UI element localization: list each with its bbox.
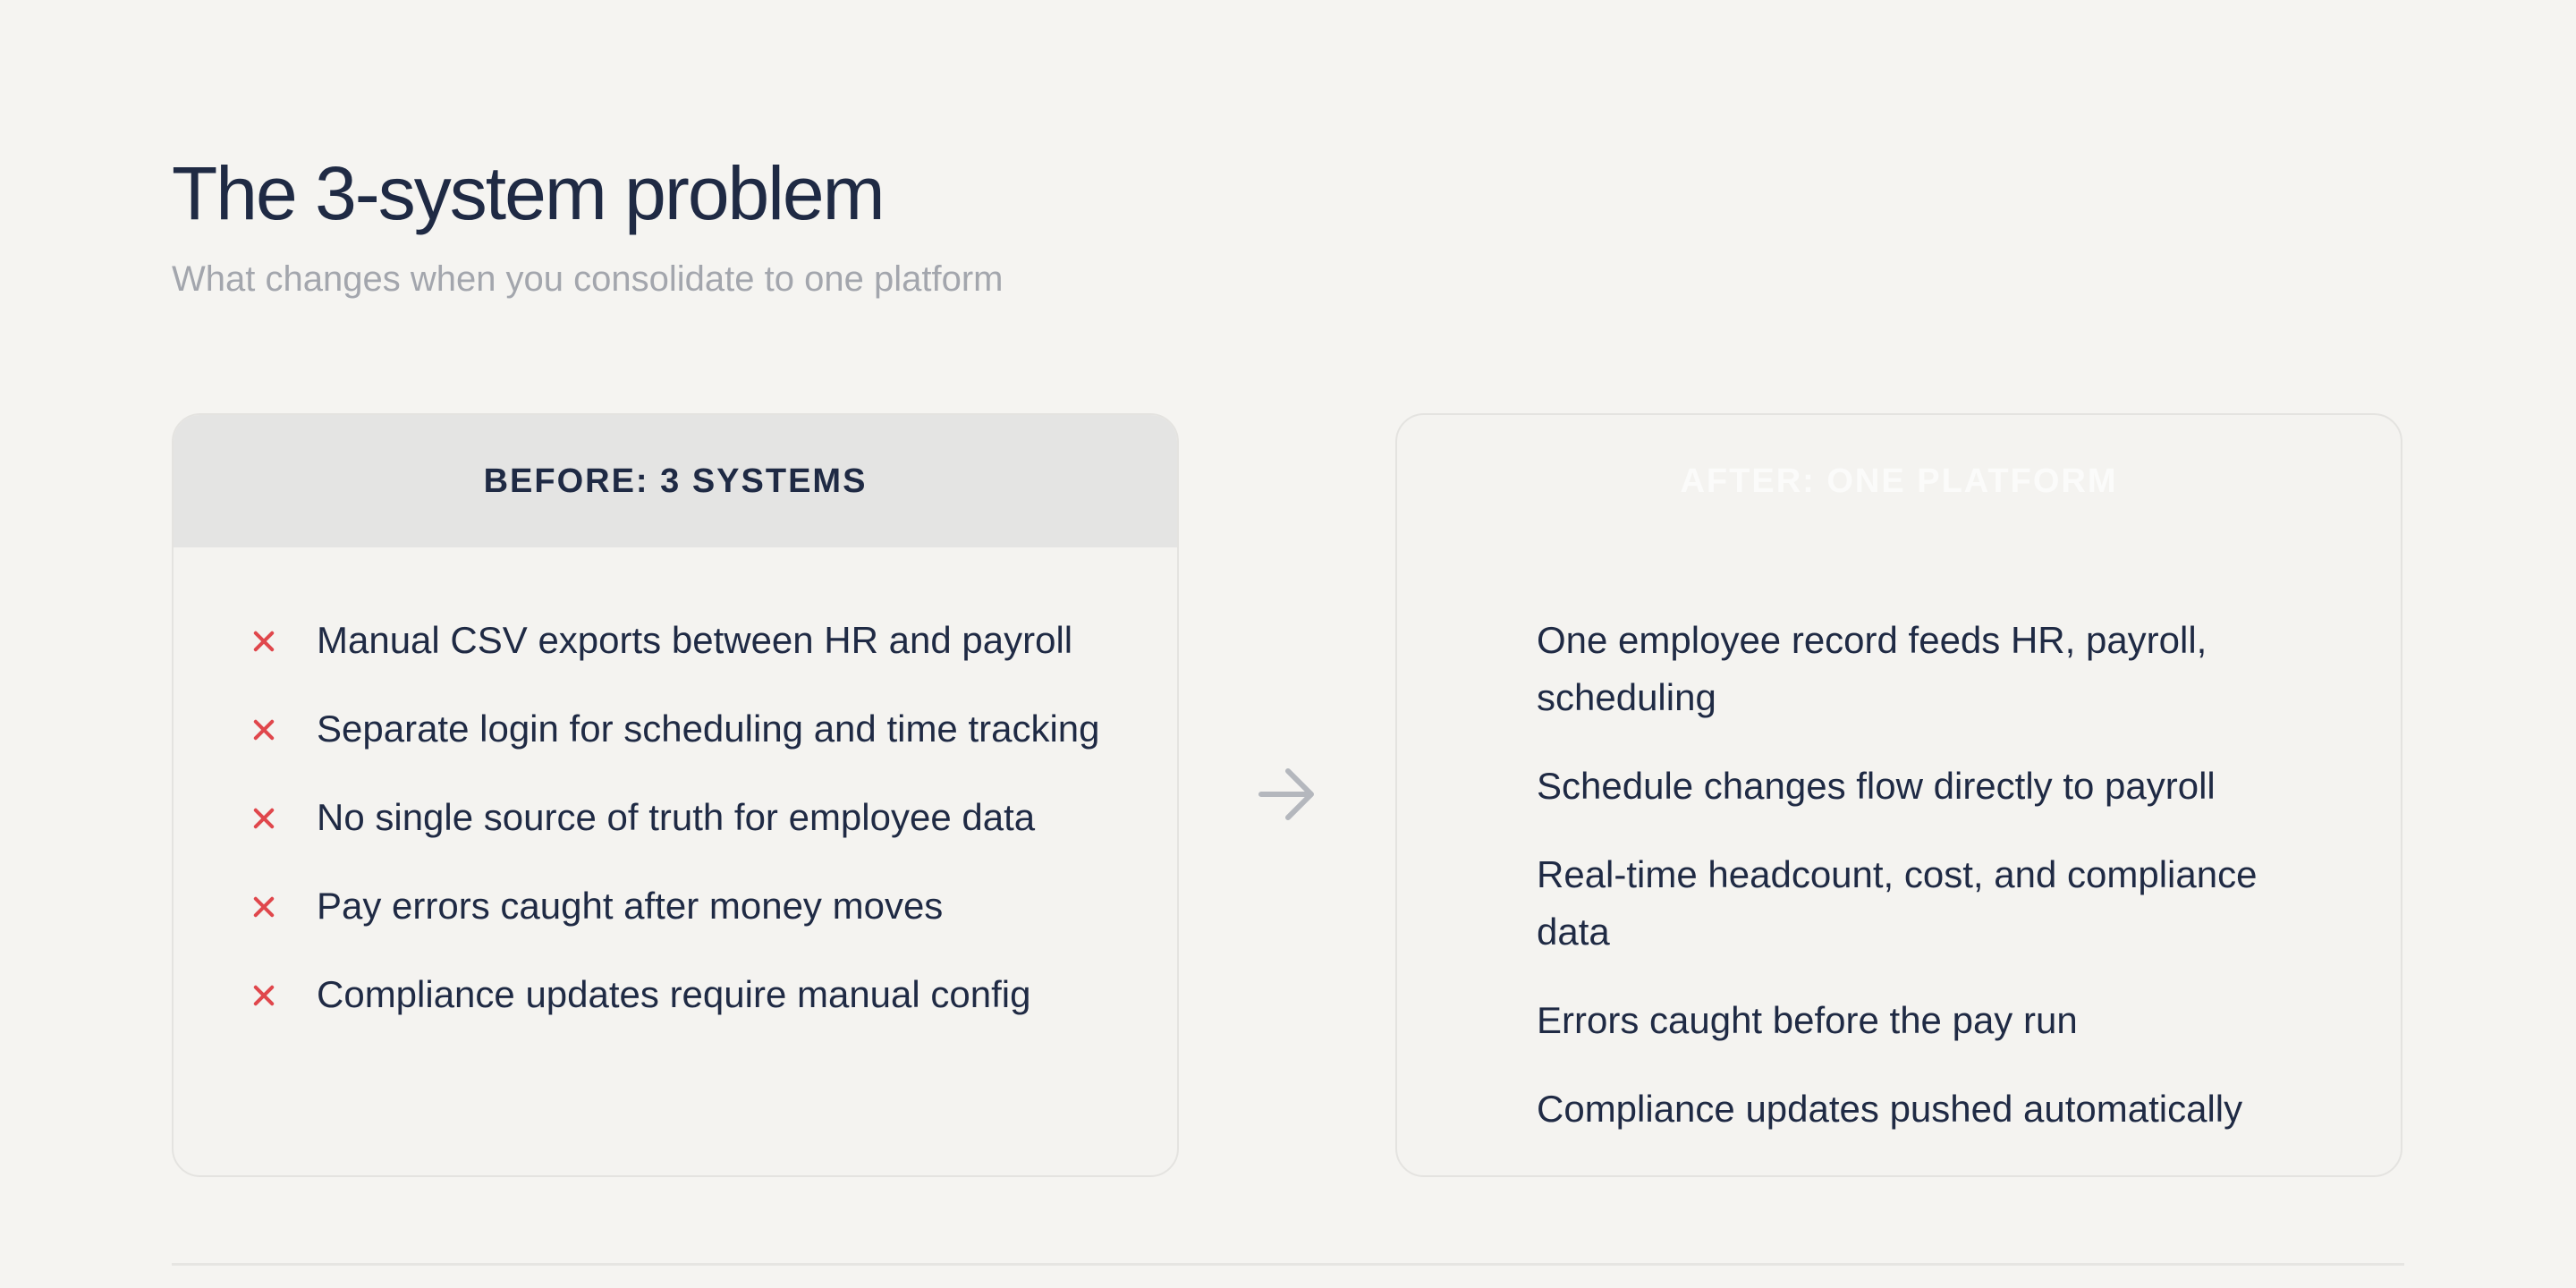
before-card-heading: BEFORE: 3 SYSTEMS xyxy=(174,415,1177,547)
before-list-item xyxy=(249,700,1177,758)
before-item-text: Compliance updates require manual config xyxy=(317,973,1031,1015)
after-card xyxy=(1395,413,2402,1177)
before-list-item xyxy=(249,789,1177,846)
x-icon xyxy=(249,789,279,846)
before-list-item xyxy=(249,966,1177,1023)
after-list-item xyxy=(1537,1080,2338,1138)
page-subtitle: What changes when you consolidate to one platform xyxy=(172,259,1004,299)
divider xyxy=(172,1263,2404,1266)
before-card xyxy=(172,413,1179,1177)
after-item-text: One employee record feeds HR, payroll, scheduling xyxy=(1537,619,2207,718)
after-list-item xyxy=(1537,846,2338,961)
before-list-item xyxy=(249,612,1177,669)
x-icon xyxy=(249,877,279,935)
x-icon xyxy=(249,700,279,758)
after-item-text: Compliance updates pushed automatically xyxy=(1537,1088,2243,1130)
before-item-text: Pay errors caught after money moves xyxy=(317,885,944,927)
before-list-item xyxy=(249,877,1177,935)
before-item-text: Manual CSV exports between HR and payroll xyxy=(317,619,1073,661)
x-icon xyxy=(249,612,279,669)
after-list-item xyxy=(1537,612,2338,726)
after-item-text: Schedule changes flow directly to payroll xyxy=(1537,765,2216,807)
after-item-text: Real-time headcount, cost, and compliance data xyxy=(1537,853,2258,953)
after-list-item xyxy=(1537,758,2338,815)
before-item-text: Separate login for scheduling and time tracking xyxy=(317,708,1100,750)
arrow-right-icon xyxy=(1256,766,1318,823)
page-title: The 3-system problem xyxy=(172,151,884,235)
after-item-text: Errors caught before the pay run xyxy=(1537,999,2078,1041)
before-item-text: No single source of truth for employee data xyxy=(317,796,1036,838)
before-list xyxy=(174,547,1177,1023)
after-card-heading: AFTER: ONE PLATFORM xyxy=(1680,462,2118,500)
after-list-item xyxy=(1537,992,2338,1049)
x-icon xyxy=(249,966,279,1023)
after-list xyxy=(1397,547,2401,1138)
